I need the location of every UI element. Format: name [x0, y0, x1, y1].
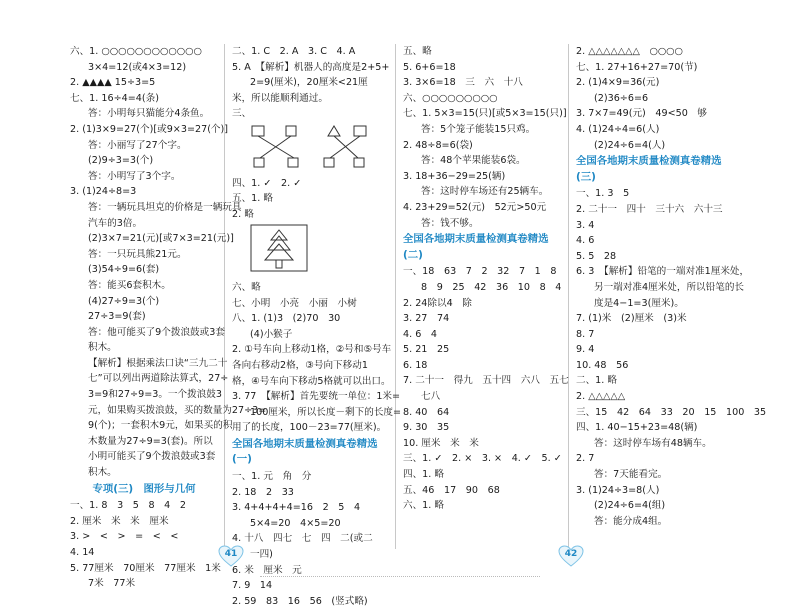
answer-line: 2. ▲▲▲▲ 15÷3=5	[70, 77, 156, 89]
answer-line: 三、15 42 64 33 20 15 100 35	[576, 406, 767, 418]
answer-column-3	[403, 44, 569, 514]
answer-line: 答：这时停车场还有25辆车。	[421, 186, 549, 198]
answer-line: 5. 6+6=18	[403, 61, 456, 73]
answer-line: 答：48个苹果能装6袋。	[421, 155, 526, 167]
section-title: 全国各地期末质量检测真卷精选(二)	[403, 233, 549, 261]
answer-line: 答：能分成4组。	[594, 515, 668, 527]
answer-line: 2. (1)3×9=27(个)[或9×3=27(个)]	[70, 123, 229, 135]
answer-line: 七、小明 小亮 小丽 小树	[232, 297, 357, 309]
answer-line: 3. 7×7=49(元) 49<50 够	[576, 108, 708, 120]
page-number: 42	[564, 549, 578, 559]
answer-line: 4. 23+29=52(元) 52元>50元	[403, 201, 547, 213]
answer-line: 3. 27 74	[403, 313, 450, 325]
answer-column-4	[576, 44, 767, 529]
answer-line: 度是4−1=3(厘米)。	[594, 297, 684, 309]
section-title: 全国各地期末质量检测真卷精选(一)	[232, 437, 378, 466]
answer-line: 七、1. 16÷4=4(条)	[70, 92, 159, 104]
answer-line: 六、1. ○○○○○○○○○○○○	[70, 46, 202, 57]
answer-line: 答：7天能看完。	[594, 469, 668, 481]
answer-line: 六、○○○○○○○○○	[403, 92, 498, 104]
answer-line: 5. 21 25	[403, 344, 450, 356]
answer-line: 6. 3 【解析】铅笔的一端对准1厘米处，	[576, 266, 750, 278]
answer-line: 3. 4	[576, 219, 595, 231]
answer-line: 四、1. 40−15+23=48(辆)	[576, 422, 698, 434]
column-divider	[224, 44, 225, 549]
answer-line: 3. (1)24÷8=3	[70, 186, 137, 198]
answer-line: 10. 48 56	[576, 359, 629, 371]
answer-line: (2)24÷6=4(人)	[594, 139, 666, 151]
answer-line: 5. A 【解析】机器人的高度是2+5+	[232, 61, 390, 73]
answer-line: 2. △△△△△	[576, 391, 626, 403]
answer-line: 一、1. 8 3 5 8 4 2	[70, 500, 186, 512]
answer-line: 5. 77厘米 70厘米 77厘米 1米	[70, 562, 221, 574]
answer-line: (3)54÷9=6(套)	[88, 264, 160, 276]
answer-line: 五、46 17 90 68	[403, 484, 500, 496]
section-title: 专项(三) 图形与几何	[92, 482, 196, 495]
answer-line: 答：他可能买了9个拨浪鼓或3套	[88, 326, 225, 338]
answer-line: 六、略	[232, 281, 261, 293]
answer-line: (2)3×7=21(元)[或7×3=21(元)]	[88, 233, 234, 245]
answer-line: 积木。	[88, 467, 117, 479]
answer-line: 9. 4	[576, 344, 595, 356]
answer-line: 4. 14	[70, 547, 95, 558]
answer-line: 9(个)；一套积木9元，如果买的积	[88, 420, 233, 432]
answer-line: (2)24÷6=4(组)	[594, 500, 666, 512]
answer-line: 3×4=12(或4×3=12)	[88, 61, 187, 73]
answer-line: 用了的长度，100－23=77(厘米)。	[232, 422, 387, 434]
answer-line: 2. 二十一 四十 三十六 六十三	[576, 203, 723, 215]
answer-line: (2)36÷6=6	[594, 92, 649, 104]
answer-line: 三、	[232, 108, 252, 120]
answer-line: 2. 7	[576, 453, 595, 465]
answer-line: 格，④号车向下移动5格就可以出口。	[232, 375, 391, 387]
answer-lines	[403, 44, 567, 231]
tree-figure	[250, 224, 384, 278]
answer-line: 3. 18+36−29=25(辆)	[403, 170, 506, 182]
answer-line: 另一端对准4厘米处，所以铅笔的长	[594, 281, 745, 293]
answer-line: 4. 6 4	[403, 328, 438, 340]
answer-lines	[70, 498, 221, 592]
answer-line: 三、1. ✓ 2. × 3. × 4. ✓ 5. ✓	[403, 453, 562, 465]
answer-line: 2. 略	[232, 208, 254, 220]
answer-line: 七”可以列出两道除法算式，27÷	[88, 373, 229, 385]
answer-lines	[403, 264, 569, 514]
answer-line: 一四)	[250, 549, 273, 561]
answer-line: 各向右移动2格，③号向下移动1	[232, 359, 368, 371]
answer-line: 木数量为27÷9=3(套)。所以	[88, 435, 213, 447]
answer-line: 答：5个笼子能装15只鸡。	[421, 123, 536, 135]
answer-line: 八、1. (1)3 (2)70 30	[232, 313, 341, 325]
answer-line: 一、1. 3 5	[576, 188, 630, 200]
answer-lines	[232, 176, 384, 223]
answer-line: 2. 24除以4 除	[403, 297, 472, 309]
answer-line: 答：小明每只猫能分4条鱼。	[88, 108, 210, 120]
answer-line: 8 9 25 42 36 10 8 4	[421, 281, 562, 293]
answer-line: 积木。	[88, 342, 117, 354]
answer-line: 2. 18 2 33	[232, 486, 294, 498]
section-title: 全国各地期末质量检测真卷精选(三)	[576, 155, 722, 183]
answer-line: 【解析】根据乘法口诀“三九二十	[88, 357, 228, 369]
answer-lines	[232, 44, 390, 122]
answer-line: 7. (1)米 (2)厘米 (3)米	[576, 313, 687, 325]
answer-line: 五、略	[403, 46, 432, 57]
answer-line: 3. 4+4+4+4=16 2 5 4	[232, 502, 361, 514]
answer-line: 四、1. 略	[403, 469, 444, 481]
answer-line: 100厘米，所以长度－剩下的长度=	[250, 406, 402, 418]
answer-line: 一、18 63 7 2 32 7 1 8	[403, 266, 557, 278]
answer-line: 7. 二十一 得九 五十四 六八 五七	[403, 375, 569, 387]
answer-line: 4. 6	[576, 235, 595, 247]
answer-line: 2. 厘米 米 米 厘米	[70, 515, 169, 527]
answer-line: 四、1. ✓ 2. ✓	[232, 177, 302, 189]
answer-line: 2. 59 83 16 56 (竖式略)	[232, 595, 368, 607]
answer-line: 答：一只玩具熊21元。	[88, 248, 187, 260]
answer-line: 五、1. 略	[232, 193, 273, 205]
answer-line: 一、1. 元 角 分	[232, 471, 312, 483]
answer-lines	[232, 469, 384, 609]
answer-line: 27÷3=9(套)	[88, 311, 146, 323]
answer-line: 二、1. C 2. A 3. C 4. A	[232, 46, 356, 57]
answer-line: 3. (1)24÷3=8(人)	[576, 484, 660, 496]
answer-line: 6. 18	[403, 359, 428, 371]
answer-line: 3. 77 【解析】首先要统一单位：1米=	[232, 391, 401, 403]
page-number: 41	[224, 549, 238, 559]
answer-line: 2. △△△△△△△ ○○○○	[576, 46, 683, 57]
answer-line: 答：这时停车场有48辆车。	[594, 437, 712, 449]
answer-line: 七八	[421, 391, 441, 403]
answer-line: 六、1. 略	[403, 500, 444, 512]
answer-line: 2=9(厘米)，20厘米<21厘	[250, 77, 368, 89]
answer-line: (4)小猴子	[250, 328, 293, 340]
column-divider	[568, 44, 569, 549]
column-divider	[395, 44, 396, 549]
answer-line: 4. (1)24÷4=6(人)	[576, 123, 660, 135]
answer-line: 10. 厘米 米 米	[403, 437, 479, 449]
answer-line: 9. 30 35	[403, 422, 450, 434]
answer-line: 8. 40 64	[403, 406, 450, 418]
answer-line: 3. 3×6=18 三 六 十八	[403, 77, 523, 89]
answer-column-2	[232, 44, 402, 609]
answer-line: 7. 9 14	[232, 580, 273, 592]
answer-line: 2. ①号车向上移动1格，②号和⑤号车	[232, 344, 392, 356]
answer-line: 2. (1)4×9=36(元)	[576, 77, 660, 89]
answer-line: 5. 5 28	[576, 250, 617, 262]
answer-line: (2)9÷3=3(个)	[88, 155, 154, 167]
answer-line: 答：小明写了3个字。	[88, 170, 181, 182]
answer-line: 答：能买6套积木。	[88, 279, 171, 291]
answer-line: 3=9和27÷9=3。一个拨浪鼓3	[88, 389, 222, 401]
answer-line: 二、1. 略	[576, 375, 617, 387]
matching-figure	[250, 124, 384, 174]
answer-line: 米，所以能顺利通过。	[232, 92, 328, 104]
answer-line: 元，如果购买拨浪鼓，买的数量为27÷3=	[88, 404, 267, 416]
answer-line: 七、1. 27+16+27=70(节)	[576, 61, 698, 73]
answer-line: 6. 米 厘米 元	[232, 564, 302, 576]
answer-line: 5×4=20 4×5=20	[250, 517, 341, 529]
answer-lines	[576, 44, 736, 153]
answer-line: 七、1. 5×3=15(只)[或5×3=15(只)]	[403, 108, 567, 120]
answer-line: 小明可能买了9个拨浪鼓或3套	[88, 451, 216, 463]
answer-line: (4)27÷9=3(个)	[88, 295, 160, 307]
answer-line: 2. 48÷8=6(袋)	[403, 139, 473, 151]
answer-lines	[232, 280, 402, 436]
answer-line: 3. > < > = < <	[70, 531, 179, 543]
answer-lines	[576, 186, 767, 529]
answer-line: 4. 十八 四七 七 四 二(或二	[232, 533, 373, 545]
footer-rule	[260, 576, 540, 581]
answer-line: 汽车的3倍。	[88, 217, 143, 229]
answer-line: 答：钱不够。	[421, 217, 479, 229]
answer-line: 8. 7	[576, 328, 595, 340]
answer-line: 答：一辆玩具坦克的价格是一辆玩具	[88, 201, 242, 213]
answer-line: 7米 77米	[88, 578, 136, 590]
answer-line: 答：小丽写了27个字。	[88, 139, 187, 151]
